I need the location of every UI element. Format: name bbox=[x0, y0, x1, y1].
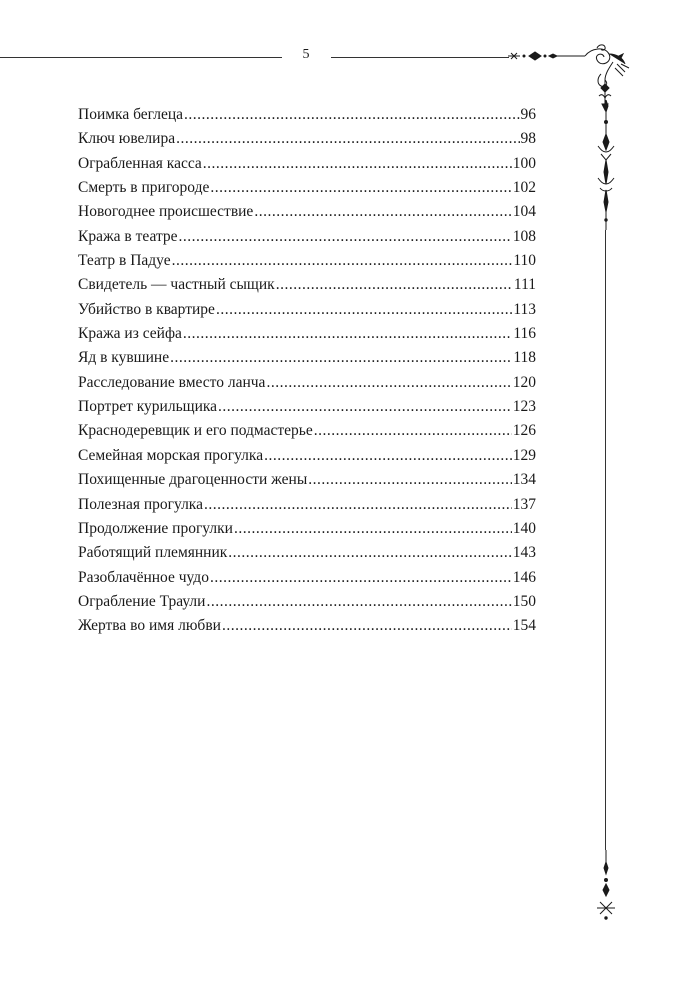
toc-entry[interactable] bbox=[78, 225, 536, 249]
toc-title: Поимка беглеца bbox=[78, 106, 184, 123]
toc-title: Портрет курильщика bbox=[78, 398, 218, 416]
toc-page-number: 146 bbox=[512, 568, 536, 586]
toc-page-number: 140 bbox=[512, 519, 536, 537]
toc-entry[interactable] bbox=[78, 419, 536, 443]
toc-title: Яд в кувшине bbox=[78, 349, 170, 367]
toc-title: Смерть в пригороде bbox=[78, 179, 210, 197]
toc-entry[interactable] bbox=[78, 200, 536, 224]
toc-leader-dots bbox=[266, 371, 511, 395]
toc-leader-dots bbox=[210, 176, 511, 200]
toc-title: Похищенные драгоценности жены bbox=[78, 471, 308, 489]
toc-leader-dots bbox=[176, 127, 519, 151]
toc-title: Продолжение прогулки bbox=[78, 519, 233, 537]
header-rule-right bbox=[331, 57, 509, 58]
toc-page-number: 108 bbox=[512, 227, 536, 245]
toc-title: Ограбленная касса bbox=[78, 154, 202, 172]
toc-title: Разоблачённое чудо bbox=[78, 568, 209, 586]
toc-entry[interactable] bbox=[78, 346, 536, 370]
toc-entry[interactable] bbox=[78, 298, 536, 322]
toc-page-number: 154 bbox=[512, 617, 536, 635]
toc-leader-dots bbox=[222, 614, 512, 638]
toc-leader-dots bbox=[308, 468, 512, 492]
toc-entry[interactable] bbox=[78, 468, 536, 492]
toc-page-number: 123 bbox=[512, 398, 536, 416]
toc-title: Убийство в квартире bbox=[78, 300, 215, 318]
toc-leader-dots bbox=[276, 273, 513, 297]
toc-leader-dots bbox=[234, 517, 512, 541]
toc-title: Работящий племянник bbox=[78, 544, 228, 562]
toc-page-number: 100 bbox=[512, 154, 536, 172]
toc-leader-dots bbox=[314, 419, 512, 443]
toc-title: Ключ ювелира bbox=[78, 130, 176, 148]
toc-leader-dots bbox=[179, 225, 512, 249]
toc-leader-dots bbox=[184, 103, 519, 127]
toc-leader-dots bbox=[210, 566, 512, 590]
toc-entry[interactable] bbox=[78, 395, 536, 419]
toc-entry[interactable] bbox=[78, 176, 536, 200]
toc-title: Кража в театре bbox=[78, 227, 178, 245]
toc-page-number: 129 bbox=[512, 446, 536, 464]
toc-title: Жертва во имя любви bbox=[78, 617, 221, 635]
toc-entry[interactable] bbox=[78, 517, 536, 541]
toc-leader-dots bbox=[206, 590, 511, 614]
toc-page-number: 134 bbox=[512, 471, 536, 489]
toc-entry[interactable] bbox=[78, 590, 536, 614]
toc-title: Краснодеревщик и его подмастерье bbox=[78, 422, 313, 440]
toc-title: Кража из сейфа bbox=[78, 325, 182, 343]
toc-page-number: 126 bbox=[512, 422, 536, 440]
toc-title: Полезная прогулка bbox=[78, 495, 203, 513]
toc-entry[interactable] bbox=[78, 566, 536, 590]
toc-page-number: 116 bbox=[513, 325, 536, 343]
toc-leader-dots bbox=[228, 541, 511, 565]
vertical-scroll-ornament-icon bbox=[593, 100, 619, 230]
toc-title: Свидетель — частный сыщик bbox=[78, 276, 275, 294]
toc-leader-dots bbox=[218, 395, 512, 419]
toc-entry[interactable] bbox=[78, 127, 536, 151]
toc-entry[interactable] bbox=[78, 273, 536, 297]
toc-page-number: 110 bbox=[513, 252, 536, 270]
toc-page-number: 104 bbox=[512, 203, 536, 221]
toc-entry[interactable] bbox=[78, 152, 536, 176]
toc-page-number: 111 bbox=[513, 276, 536, 294]
toc-entry[interactable] bbox=[78, 322, 536, 346]
toc-leader-dots bbox=[264, 444, 512, 468]
toc-leader-dots bbox=[172, 249, 513, 273]
toc-leader-dots bbox=[183, 322, 512, 346]
toc-page-number: 102 bbox=[512, 179, 536, 197]
toc-page-number: 137 bbox=[512, 495, 536, 513]
toc-page-number: 120 bbox=[512, 373, 536, 391]
toc-page-number: 150 bbox=[512, 592, 536, 610]
toc-leader-dots bbox=[203, 152, 512, 176]
toc-entry[interactable] bbox=[78, 614, 536, 638]
toc-page-number: 98 bbox=[520, 130, 536, 148]
toc-page-number: 113 bbox=[513, 300, 536, 318]
toc-entry[interactable] bbox=[78, 444, 536, 468]
toc-page-number: 118 bbox=[513, 349, 536, 367]
page-number: 5 bbox=[302, 47, 310, 62]
toc-entry[interactable] bbox=[78, 103, 536, 127]
vertical-rule bbox=[605, 230, 606, 850]
toc-leader-dots bbox=[204, 493, 512, 517]
toc-title: Новогоднее происшествие bbox=[78, 203, 254, 221]
table-of-contents bbox=[78, 103, 536, 639]
toc-title: Расследование вместо ланча bbox=[78, 373, 266, 391]
toc-entry[interactable] bbox=[78, 371, 536, 395]
toc-entry[interactable] bbox=[78, 541, 536, 565]
toc-title: Ограбление Траули bbox=[78, 592, 206, 610]
toc-page-number: 96 bbox=[520, 106, 536, 123]
toc-entry[interactable] bbox=[78, 249, 536, 273]
vertical-scroll-ornament-icon bbox=[593, 850, 619, 920]
toc-title: Семейная морская прогулка bbox=[78, 446, 264, 464]
toc-title: Театр в Падуе bbox=[78, 252, 171, 270]
toc-page-number: 143 bbox=[512, 544, 536, 562]
header-rule-left bbox=[0, 57, 282, 58]
toc-entry[interactable] bbox=[78, 493, 536, 517]
toc-leader-dots bbox=[216, 298, 512, 322]
toc-leader-dots bbox=[170, 346, 512, 370]
toc-leader-dots bbox=[254, 200, 511, 224]
